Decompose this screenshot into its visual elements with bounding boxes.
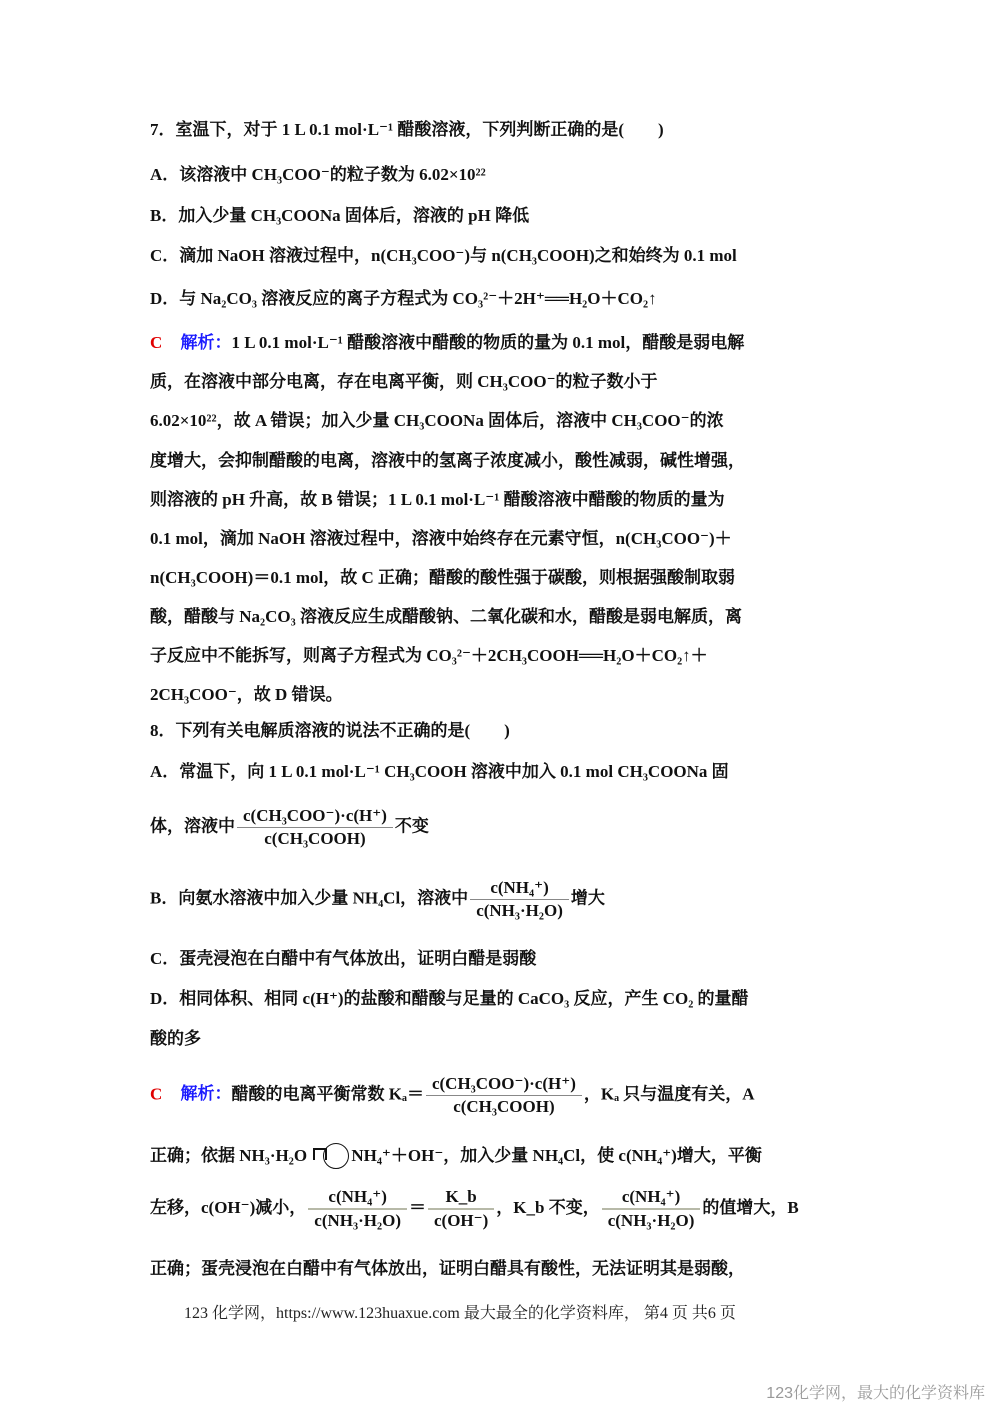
fraction — [308, 1186, 407, 1232]
analysis-text: 正确；依据 NH₃·H₂O — [150, 1146, 308, 1165]
analysis-text: 左移，c(OH⁻)减小， — [150, 1197, 307, 1217]
q8-option-a-line2 — [150, 805, 429, 850]
q7-analysis-line: 质，在溶液中部分电离，存在电离平衡，则 CH₃COO⁻的粒子数小于 — [150, 372, 658, 391]
q8-option-d-line1: D．相同体积、相同 c(H⁺)的盐酸和醋酸与足量的 CaCO₃ 反应，产生 CO₂ 的量醋 — [150, 989, 749, 1008]
q7-analysis-line: 度增大，会抑制醋酸的电离，溶液中的氢离子浓度减小，酸性减弱，碱性增强， — [150, 451, 745, 470]
q7-analysis-line: 2CH₃COO⁻，故 D 错误。 — [150, 685, 343, 704]
page-footer: 123 化学网，https://www.123huaxue.com 最大最全的化学资料库， 第4 页 共6 页 — [184, 1305, 736, 1322]
fraction-numerator: c(NH₄⁺) — [490, 878, 549, 897]
q8-option-c: C．蛋壳浸泡在白醋中有气体放出，证明白醋是弱酸 — [150, 949, 537, 968]
q7-analysis-line: 则溶液的 pH 升高，故 B 错误；1 L 0.1 mol·L⁻¹ 醋酸溶液中醋酸的物质的量为 — [150, 490, 725, 509]
fraction-numerator: c(CH₃COO⁻)·c(H⁺) — [243, 806, 387, 825]
analysis-text: 的值增大，B — [702, 1197, 799, 1217]
analysis-text: ，K_b 不变， — [496, 1197, 600, 1217]
q8-analysis-line2 — [150, 1144, 762, 1168]
q7-analysis-line: 酸，醋酸与 Na₂CO₃ 溶液反应生成醋酸钠、二氧化碳和水，醋酸是弱电解质，离 — [150, 607, 742, 626]
q8-answer: C — [150, 1084, 163, 1104]
q8-stem: 8．下列有关电解质溶液的说法不正确的是( ) — [150, 721, 510, 740]
q8-option-b — [150, 877, 605, 922]
q7-analysis-first-line — [150, 331, 744, 355]
q7-option-c: C．滴加 NaOH 溶液过程中，n(CH₃COO⁻)与 n(CH₃COOH)之和始终为 0.1 mol — [150, 246, 737, 265]
q7-analysis-line: 子反应中不能拆写，则离子方程式为 CO₃²⁻＋2CH₃COOH══H₂O＋CO₂↑＋ — [150, 646, 708, 665]
equals-sign: ＝ — [408, 1197, 426, 1217]
q8-b-prefix: B．向氨水溶液中加入少量 NH₄Cl，溶液中 — [150, 888, 469, 908]
q8-option-a-line1: A．常温下，向 1 L 0.1 mol·L⁻¹ CH₃COOH 溶液中加入 0.1 mol CH₃COONa 固 — [150, 762, 729, 781]
q8-analysis-line1 — [150, 1073, 755, 1118]
q8-a-suffix: 不变 — [394, 816, 429, 836]
fraction-numerator: c(CH₃COO⁻)·c(H⁺) — [431, 1074, 576, 1093]
fraction — [237, 805, 393, 850]
q7-analysis-label: 解析： — [180, 333, 232, 352]
fraction-numerator: K_b — [445, 1187, 477, 1206]
fraction-denominator: c(NH₃·H₂O) — [476, 901, 563, 920]
q8-analysis-line4: 正确；蛋壳浸泡在白醋中有气体放出，证明白醋具有酸性，无法证明其是弱酸， — [150, 1259, 745, 1278]
fraction-denominator: c(OH⁻) — [433, 1211, 489, 1230]
q7-option-a: A．该溶液中 CH₃COO⁻的粒子数为 6.02×10²² — [150, 165, 486, 184]
analysis-text: ，Kₐ 只与温度有关，A — [583, 1084, 755, 1104]
q8-a-prefix: 体，溶液中 — [150, 816, 235, 836]
fraction-denominator: c(NH₃·H₂O) — [314, 1211, 401, 1230]
q8-analysis-label: 解析： — [180, 1084, 232, 1104]
q7-option-b: B．加入少量 CH₃COONa 固体后，溶液的 pH 降低 — [150, 206, 530, 225]
q7-analysis-line: n(CH₃COOH)＝0.1 mol，故 C 正确；醋酸的酸性强于碳酸，则根据强酸制取弱 — [150, 568, 735, 587]
q7-analysis-line: 1 L 0.1 mol·L⁻¹ 醋酸溶液中醋酸的物质的量为 0.1 mol，醋酸是弱电解 — [231, 333, 745, 352]
reversible-arrow-icon — [311, 1145, 351, 1165]
q8-analysis-line3 — [150, 1186, 799, 1232]
q7-analysis-line: 0.1 mol，滴加 NaOH 溶液过程中，溶液中始终存在元素守恒，n(CH₃COO⁻)＋ — [150, 529, 732, 548]
fraction — [602, 1186, 701, 1232]
fraction-numerator: c(NH₄⁺) — [621, 1187, 681, 1206]
q7-stem: 7．室温下，对于 1 L 0.1 mol·L⁻¹ 醋酸溶液，下列判断正确的是( ) — [150, 120, 664, 139]
q8-b-suffix: 增大 — [570, 888, 605, 908]
fraction — [426, 1073, 582, 1118]
fraction-denominator: c(CH₃COOH) — [264, 829, 366, 848]
fraction-denominator: c(CH₃COOH) — [453, 1097, 555, 1116]
watermark: 123化学网，最大的化学资料库 — [766, 1385, 985, 1402]
fraction — [470, 877, 569, 922]
q8-option-d-line2: 酸的多 — [150, 1029, 201, 1048]
analysis-text: 醋酸的电离平衡常数 Kₐ＝ — [231, 1084, 424, 1104]
q7-option-d: D．与 Na₂CO₃ 溶液反应的离子方程式为 CO₃²⁻＋2H⁺══H₂O＋CO₂↑ — [150, 289, 657, 308]
q7-answer: C — [150, 333, 163, 352]
fraction — [428, 1186, 494, 1232]
q7-analysis-line: 6.02×10²²，故 A 错误；加入少量 CH₃COONa 固体后，溶液中 CH₃COO⁻的浓 — [150, 411, 724, 430]
fraction-denominator: c(NH₃·H₂O) — [607, 1211, 695, 1230]
fraction-numerator: c(NH₄⁺) — [328, 1187, 387, 1206]
analysis-text: NH₄⁺＋OH⁻，加入少量 NH₄Cl，使 c(NH₄⁺)增大，平衡 — [351, 1146, 762, 1165]
